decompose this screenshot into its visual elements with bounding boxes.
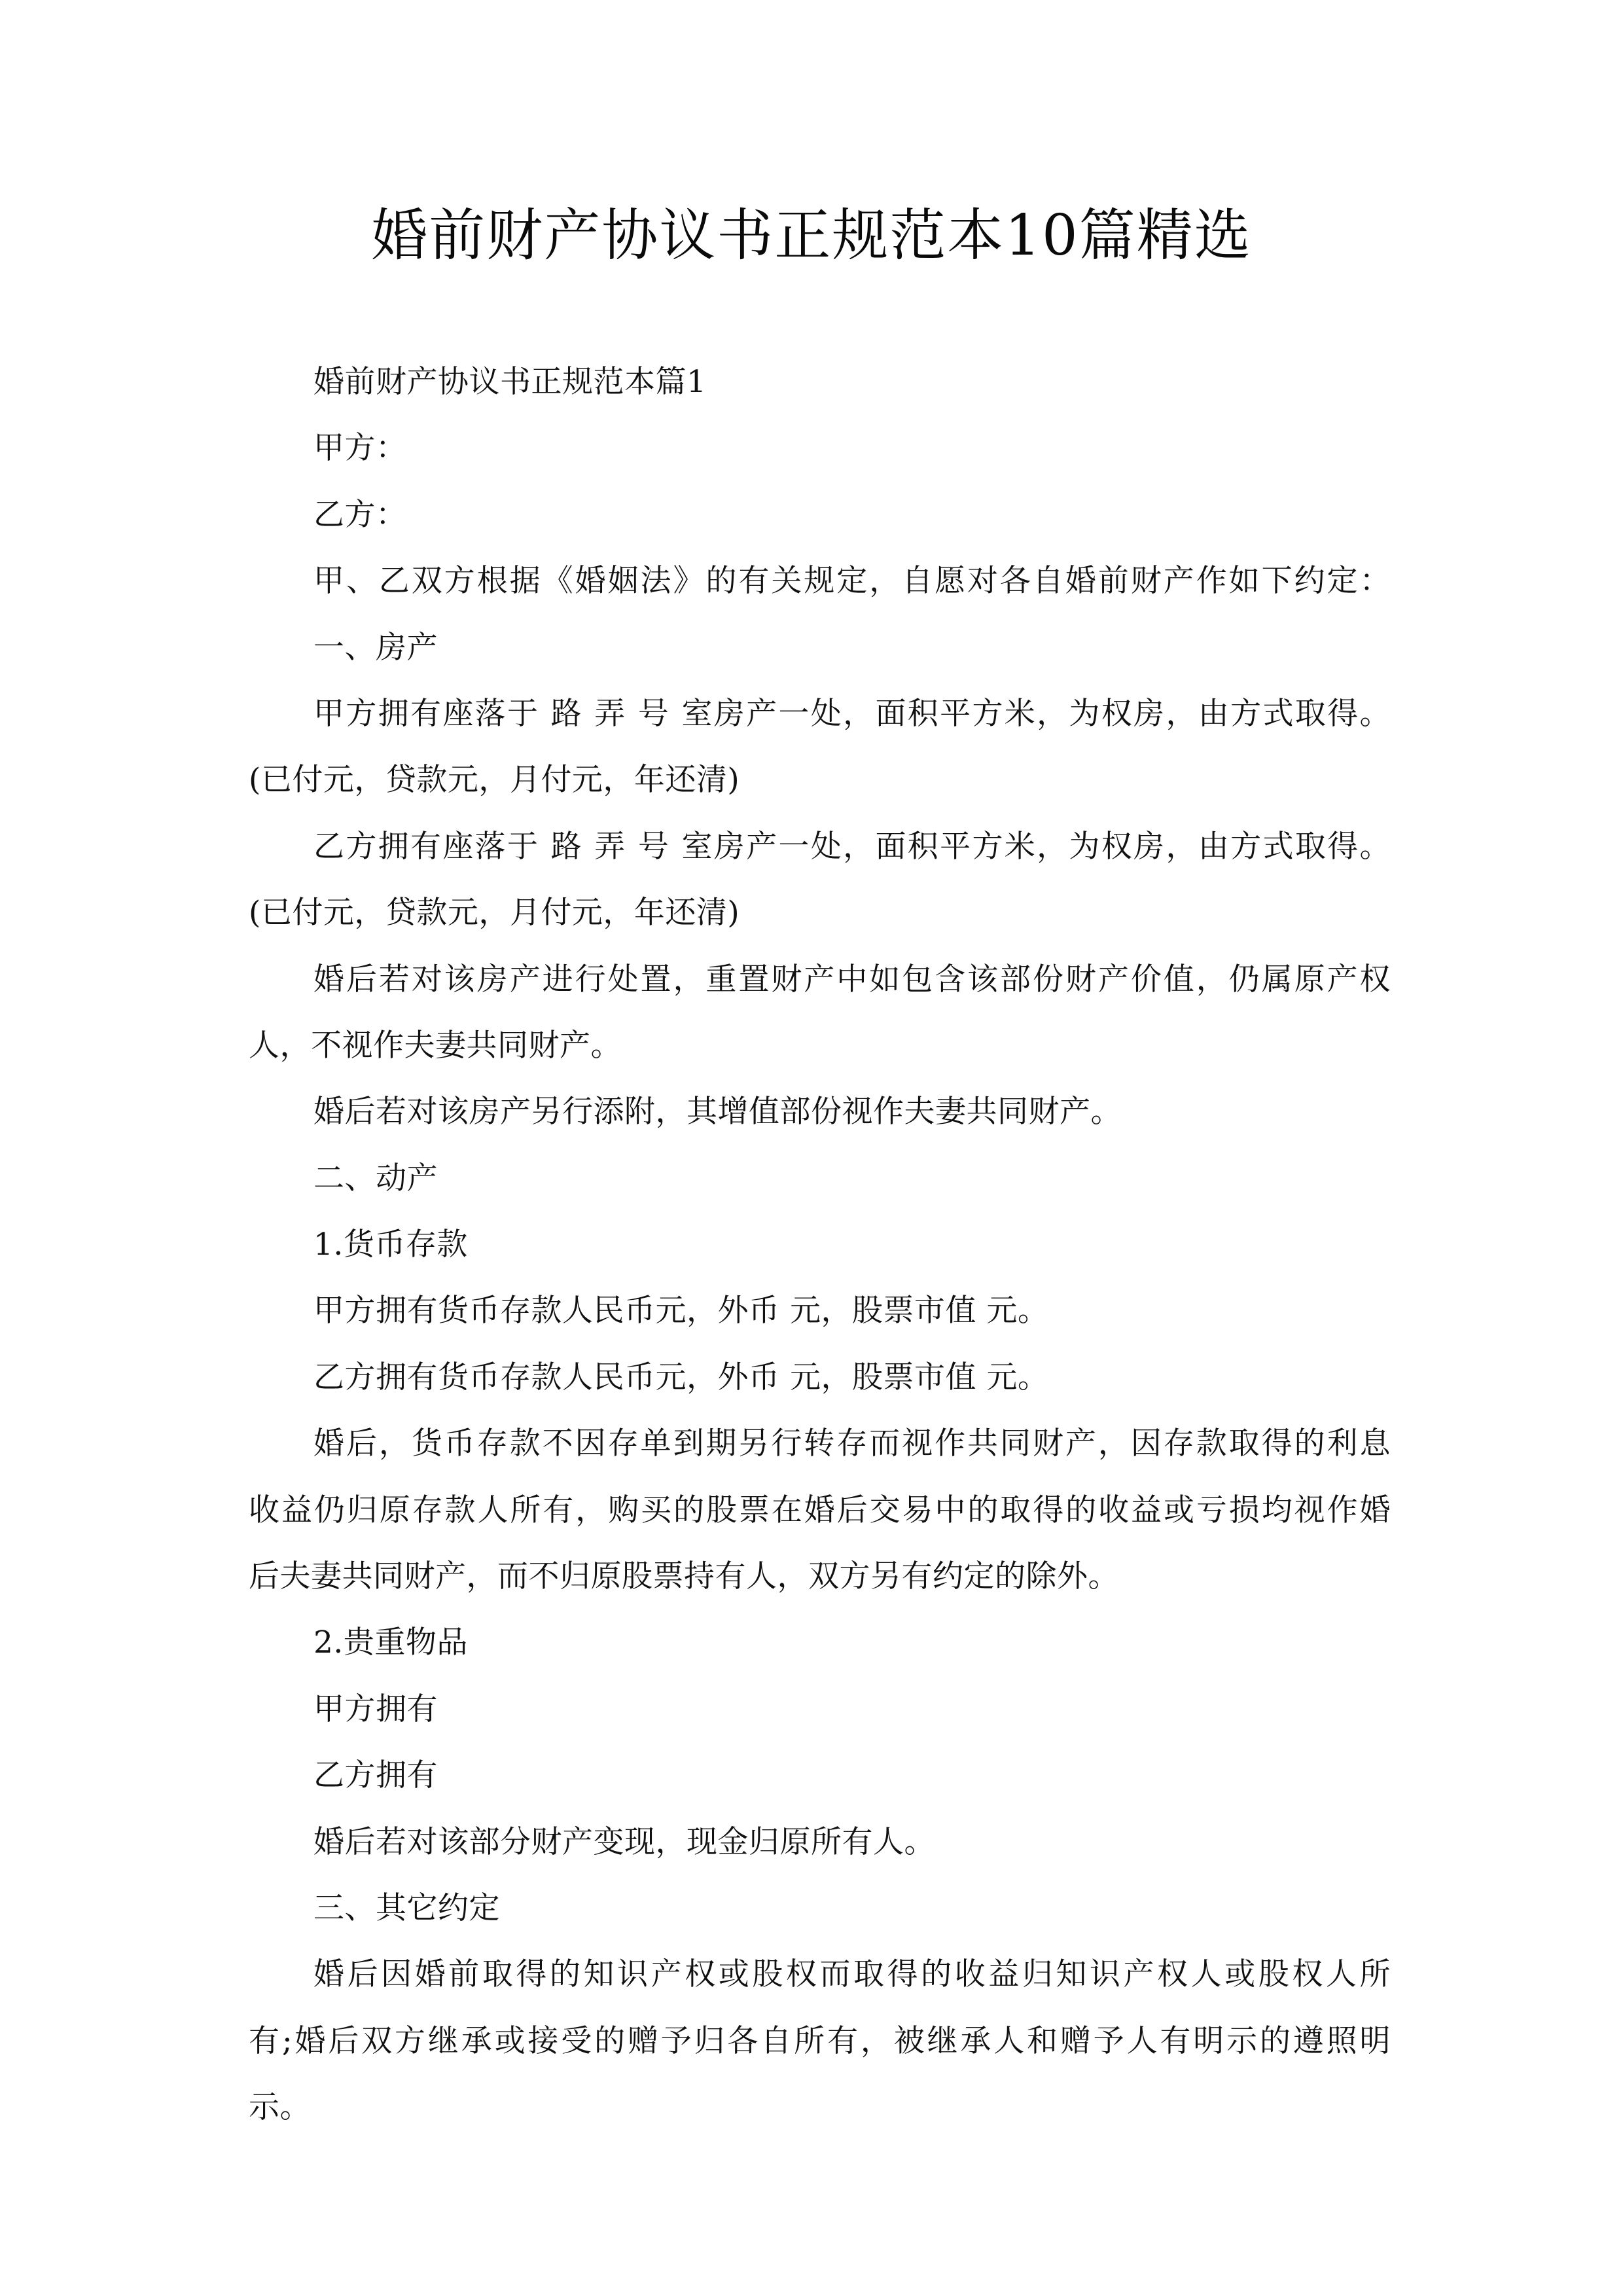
document-body bbox=[249, 364, 1391, 2156]
party-b-label: 乙方： bbox=[313, 496, 407, 533]
party-a-label: 甲方： bbox=[313, 430, 407, 467]
paragraph-line: (已付元，贷款元，月付元，年还清) bbox=[249, 762, 740, 798]
paragraph-line: 人，不视作夫妻共同财产。 bbox=[249, 1027, 622, 1064]
paragraph-line: 乙方拥有 bbox=[313, 1757, 438, 1794]
clause-heading-movable-property: 二、动产 bbox=[313, 1160, 438, 1196]
clause-heading-real-estate: 一、房产 bbox=[313, 629, 438, 666]
subclause-heading-valuables: 2.贵重物品 bbox=[313, 1624, 468, 1661]
paragraph-line: 有;婚后双方继承或接受的赠予归各自所有，被继承人和赠予人有明示的遵照明 bbox=[249, 2022, 1391, 2059]
paragraph-line: 示。 bbox=[249, 2089, 311, 2126]
paragraph-line: 甲方拥有 bbox=[313, 1691, 438, 1727]
paragraph-line: 收益仍归原存款人所有，购买的股票在婚后交易中的取得的收益或亏损均视作婚 bbox=[249, 1492, 1391, 1528]
section-heading: 婚前财产协议书正规范本篇1 bbox=[313, 364, 707, 400]
paragraph-line: 婚后若对该房产另行添附，其增值部份视作夫妻共同财产。 bbox=[313, 1094, 1122, 1130]
document-title: 婚前财产协议书正规范本10篇精选 bbox=[371, 203, 1252, 268]
paragraph-line: 婚后因婚前取得的知识产权或股权而取得的收益归知识产权人或股权人所 bbox=[313, 1956, 1391, 1993]
paragraph-line: 乙方拥有货币存款人民币元，外币 元，股票市值 元。 bbox=[313, 1359, 1049, 1395]
paragraph-line: 婚后若对该部分财产变现，现金归原所有人。 bbox=[313, 1823, 935, 1860]
paragraph-line: 甲方拥有货币存款人民币元，外币 元，股票市值 元。 bbox=[313, 1293, 1049, 1329]
paragraph-line: 乙方拥有座落于 路 弄 号 室房产一处，面积平方米，为权房，由方式取得。 bbox=[313, 828, 1391, 865]
paragraph-line: 婚后若对该房产进行处置，重置财产中如包含该部份财产价值，仍属原产权 bbox=[313, 961, 1391, 997]
paragraph-line: 甲方拥有座落于 路 弄 号 室房产一处，面积平方米，为权房，由方式取得。 bbox=[313, 695, 1391, 732]
paragraph-line: 婚后，货币存款不因存单到期另行转存而视作共同财产，因存款取得的利息 bbox=[313, 1426, 1391, 1462]
paragraph-line: 甲、乙双方根据《婚姻法》的有关规定，自愿对各自婚前财产作如下约定： bbox=[313, 563, 1391, 600]
subclause-heading-deposits: 1.货币存款 bbox=[313, 1227, 468, 1263]
clause-heading-other: 三、其它约定 bbox=[313, 1890, 500, 1926]
paragraph-line: 后夫妻共同财产，而不归原股票持有人，双方另有约定的除外。 bbox=[249, 1558, 1119, 1595]
paragraph-line: (已付元，贷款元，月付元，年还清) bbox=[249, 895, 740, 931]
